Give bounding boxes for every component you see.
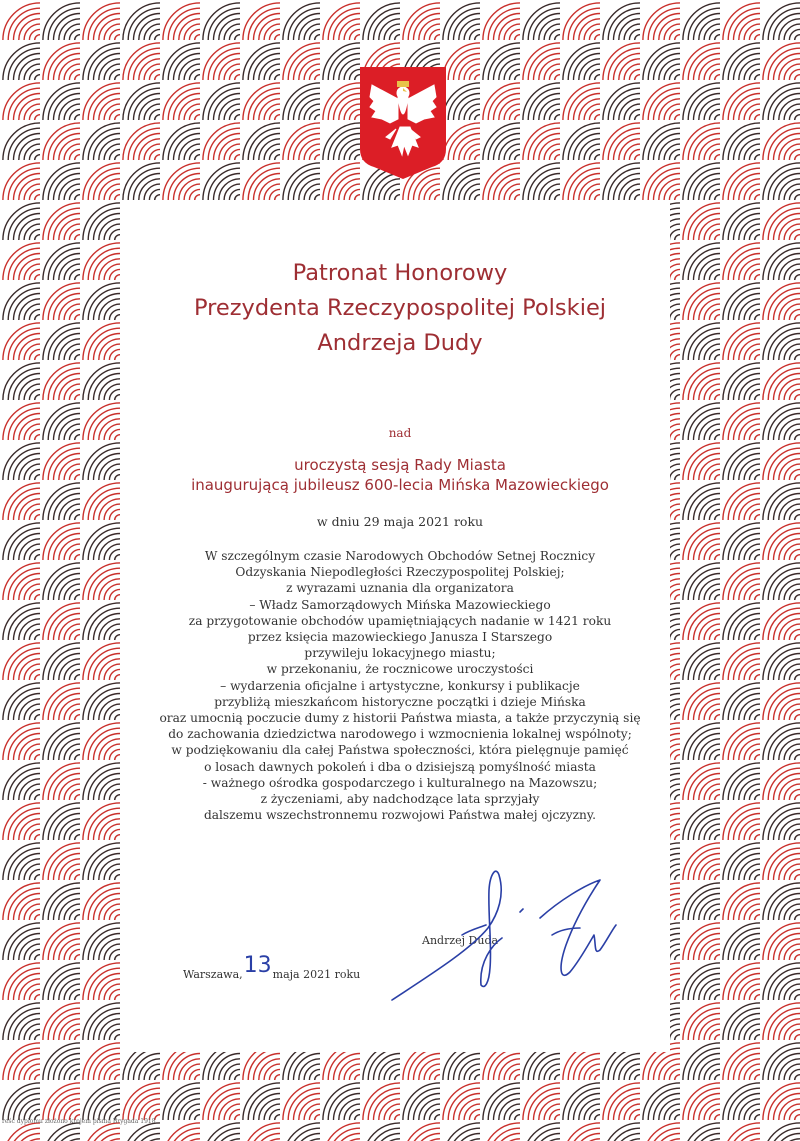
body-line: przywileju lokacyjnego miastu; (304, 646, 496, 661)
frame-arc (555, 1075, 560, 1080)
frame-arc (75, 1035, 80, 1040)
frame-arc (75, 835, 80, 840)
frame-arc (595, 1075, 600, 1080)
body-line: – wydarzenia oficjalne i artystyczne, konkursy i publikacje (220, 678, 580, 693)
frame-arc (715, 915, 720, 920)
frame-arc (763, 1123, 800, 1141)
title-line-2: Prezydenta Rzeczypospolitej Polskiej (193, 295, 607, 321)
frame-arc (795, 1075, 800, 1080)
frame-arc (715, 235, 720, 240)
body-line: przybliżą mieszkańcom historyczne początki i dzieje Mińska (214, 694, 586, 709)
place-date (183, 953, 361, 984)
title-line-1: Patronat Honorowy (292, 260, 508, 286)
frame-arc (755, 955, 760, 960)
frame-arc (355, 1115, 360, 1120)
frame-arc (755, 915, 760, 920)
body-line: o losach dawnych pokoleń i dba o dzisiejszą pomyślność miasta (204, 759, 596, 774)
frame-arc (795, 955, 800, 960)
frame-arc (75, 995, 80, 1000)
frame-arc (635, 1115, 640, 1120)
frame-arc (675, 1115, 680, 1120)
frame-arc (795, 835, 800, 840)
body-line: oraz umocnią poczucie dumy z historii Państwa miasta, a także przyczynią się (159, 711, 641, 726)
frame-arc (155, 1075, 160, 1080)
frame-arc (43, 1123, 80, 1141)
frame-arc (715, 1035, 720, 1040)
frame-arc (363, 1123, 400, 1141)
frame-arc (35, 955, 40, 960)
frame-arc (395, 1075, 400, 1080)
frame-arc (75, 395, 80, 400)
frame-arc (275, 1075, 280, 1080)
frame-arc (395, 1115, 400, 1120)
frame-arc (443, 1123, 480, 1141)
frame-arc (675, 235, 680, 240)
body-line: przez księcia mazowieckiego Janusza I Starszego (247, 630, 553, 645)
frame-arc (3, 1123, 40, 1141)
frame-arc (795, 915, 800, 920)
frame-arc (75, 1075, 80, 1080)
frame-arc (115, 235, 120, 240)
frame-arc (243, 1123, 280, 1141)
frame-arc (403, 1123, 440, 1141)
frame-arc (755, 1075, 760, 1080)
nad-label: nad (388, 426, 412, 440)
frame-arc (475, 1115, 480, 1120)
frame-arc (795, 235, 800, 240)
place-date-suffix: maja 2021 roku (272, 968, 361, 981)
frame-arc (755, 995, 760, 1000)
frame-arc (595, 1115, 600, 1120)
frame-arc (115, 395, 120, 400)
frame-arc (683, 1123, 720, 1141)
frame-arc (643, 1123, 680, 1141)
frame-arc (715, 1115, 720, 1120)
frame-arc (755, 1035, 760, 1040)
frame-arc (195, 1115, 200, 1120)
frame-arc (795, 995, 800, 1000)
frame-arc (83, 1123, 120, 1141)
frame-arc (115, 915, 120, 920)
frame-arc (323, 1123, 360, 1141)
frame-arc (435, 1115, 440, 1120)
frame-arc (715, 1075, 720, 1080)
emblem-icon (0, 0, 800, 200)
frame-arc (555, 1115, 560, 1120)
frame-arc (203, 1123, 240, 1141)
frame-arc (315, 1075, 320, 1080)
body-line: za przygotowanie obchodów upamiętniających nadanie w 1421 roku (188, 613, 612, 628)
frame-arc (35, 915, 40, 920)
title-line-3: Andrzeja Dudy (317, 330, 483, 356)
event-date: w dniu 29 maja 2021 roku (316, 514, 484, 529)
frame-arc (515, 1115, 520, 1120)
frame-arc (475, 1075, 480, 1080)
footer-note: reść dyplomu złożono krojem pisma Brygada 1918 (2, 1118, 156, 1125)
body-line: w podziękowaniu dla całej Państwa społeczności, która pielęgnuje pamięć (171, 743, 629, 758)
frame-arc (715, 835, 720, 840)
handwritten-day: 13 (243, 953, 272, 978)
frame-arc (675, 1035, 680, 1040)
frame-arc (523, 1123, 560, 1141)
frame-arc (35, 1035, 40, 1040)
frame-arc (755, 235, 760, 240)
frame-arc (315, 1115, 320, 1120)
frame-arc (75, 875, 80, 880)
frame-arc (715, 995, 720, 1000)
frame-arc (603, 1123, 640, 1141)
frame-arc (355, 1075, 360, 1080)
frame-arc (75, 915, 80, 920)
body-line: - ważnego ośrodka gospodarczego i kulturalnego na Mazowszu; (202, 775, 598, 790)
frame-arc (515, 1075, 520, 1080)
frame-arc (435, 1075, 440, 1080)
frame-arc (755, 875, 760, 880)
frame-arc (675, 875, 680, 880)
frame-arc (755, 1115, 760, 1120)
frame-arc (163, 1123, 200, 1141)
page-title (0, 256, 800, 361)
subject-line-1: uroczystą sesją Rady Miasta (294, 456, 506, 474)
body-line: dalszemu wszechstronnemu rozwojowi Państwa małej ojczyzny. (203, 808, 597, 823)
frame-arc (483, 1123, 520, 1141)
frame-arc (275, 1115, 280, 1120)
frame-arc (283, 1123, 320, 1141)
frame-arc (75, 955, 80, 960)
body-line: W szczególnym czasie Narodowych Obchodów Setnej Rocznicy (204, 549, 596, 563)
frame-arc (235, 1115, 240, 1120)
frame-arc (195, 1075, 200, 1080)
frame-arc (35, 875, 40, 880)
frame-arc (115, 875, 120, 880)
place-date-prefix: Warszawa, (183, 968, 243, 981)
frame-arc (755, 835, 760, 840)
frame-arc (35, 235, 40, 240)
frame-arc (563, 1123, 600, 1141)
body-line: Odzyskania Niepodległości Rzeczypospolitej Polskiej; (235, 565, 565, 580)
frame-arc (795, 395, 800, 400)
frame-arc (75, 235, 80, 240)
frame-arc (795, 1035, 800, 1040)
frame-arc (675, 955, 680, 960)
frame-arc (115, 955, 120, 960)
frame-arc (35, 995, 40, 1000)
frame-arc (115, 1075, 120, 1080)
frame-arc (795, 875, 800, 880)
frame-arc (115, 835, 120, 840)
signatory-name: Andrzej Duda (422, 934, 499, 947)
body-line: – Władz Samorządowych Mińska Mazowieckiego (249, 597, 551, 612)
frame-arc (675, 995, 680, 1000)
frame-arc (115, 995, 120, 1000)
body-text (0, 548, 800, 823)
body-line: z życzeniami, aby nadchodzące lata sprzyjały (260, 792, 540, 807)
frame-arc (635, 1075, 640, 1080)
subject-line-2: inaugurującą jubileusz 600-lecia Mińska Mazowieckiego (191, 476, 609, 494)
frame-arc (755, 395, 760, 400)
body-line: w przekonaniu, że rocznicowe uroczystości (266, 662, 534, 677)
frame-arc (35, 395, 40, 400)
frame-arc (35, 1075, 40, 1080)
frame-arc (115, 1035, 120, 1040)
frame-arc (675, 395, 680, 400)
frame-arc (675, 835, 680, 840)
frame-arc (723, 1123, 760, 1141)
body-line: do zachowania dziedzictwa narodowego i wzmocnienia lokalnej wspólnoty; (168, 727, 632, 742)
frame-arc (123, 1123, 160, 1141)
frame-arc (35, 835, 40, 840)
subject (0, 455, 800, 495)
frame-arc (675, 915, 680, 920)
frame-arc (675, 1075, 680, 1080)
frame-arc (235, 1075, 240, 1080)
frame-arc (715, 395, 720, 400)
frame-arc (715, 875, 720, 880)
body-line: z wyrazami uznania dla organizatora (286, 581, 514, 596)
frame-arc (715, 955, 720, 960)
frame-arc (795, 1115, 800, 1120)
